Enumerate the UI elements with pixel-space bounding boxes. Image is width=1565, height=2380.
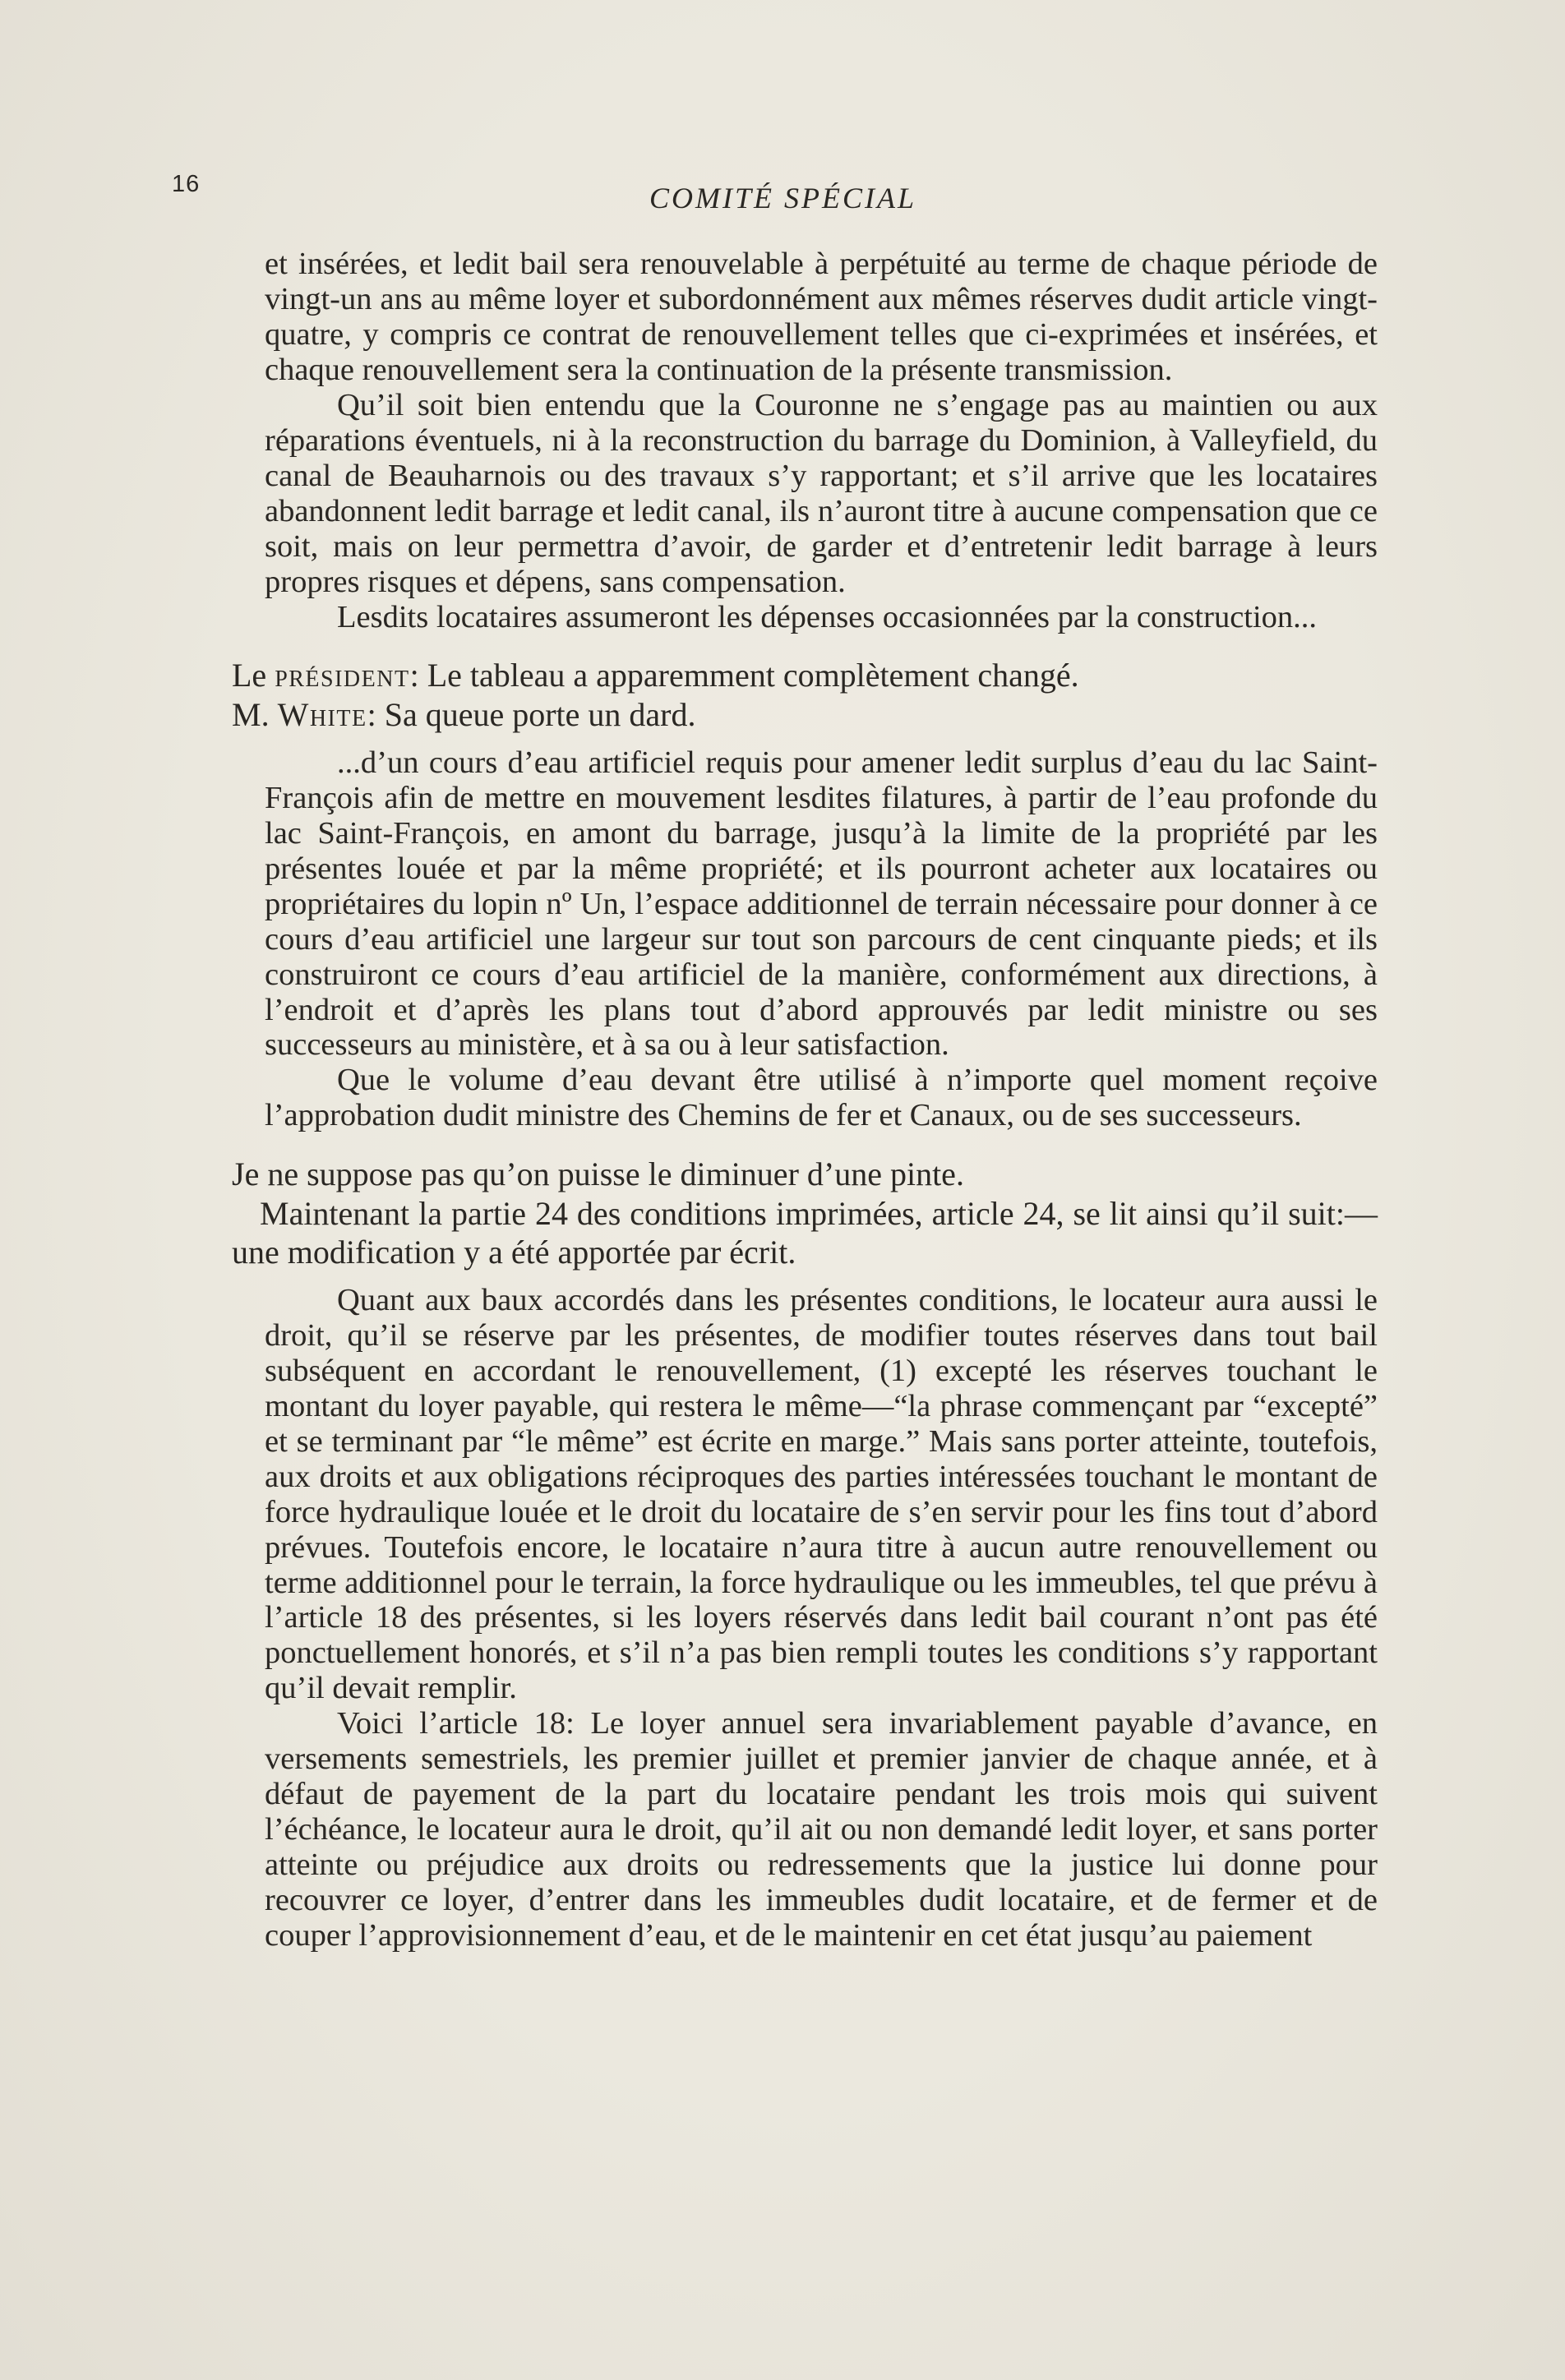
quoted-lease-excerpt-3 <box>265 1283 1378 1953</box>
quoted-lease-excerpt-2 <box>265 745 1378 1133</box>
quote-paragraph: Que le volume d’eau devant être utilisé à n’importe quel moment reçoive l’approbation dudit ministre des Chemins de fer et Canaux, ou de ses successeurs. <box>265 1063 1378 1133</box>
page-number: 16 <box>172 171 201 197</box>
quote-paragraph: Voici l’article 18: Le loyer annuel sera invariablement payable d’avance, en versements semestriels, les premier juillet et premier janvier de chaque année, et à défaut de payement de la part du locataire pendant les trois mois qui suivent l’échéance, le locateur aura le droit, qu’il ait ou non demandé ledit loyer, et sans porter atteinte ou préjudice aux droits ou redressements que la justice lui donne pour recouvrer ce loyer, d’entrer dans les immeubles dudit locataire, et de fermer et de couper l’approvisionnement d’eau, et de le maintenir en cet état jusqu’au paiement <box>265 1706 1378 1953</box>
speaker-name: président <box>275 657 410 694</box>
speech-block <box>232 1155 1378 1271</box>
dialogue-text: : Sa queue porte un dard. <box>367 695 696 733</box>
dialogue-text: : Le tableau a apparemment complètement changé. <box>409 657 1079 694</box>
speech-paragraph: Maintenant la partie 24 des conditions imprimées, article 24, se lit ainsi qu’il suit:—une modification y a été apportée par écrit. <box>232 1194 1378 1271</box>
dialogue-line <box>232 656 1378 694</box>
speaker-prefix: Le <box>232 657 275 694</box>
quote-paragraph: ...d’un cours d’eau artificiel requis pour amener ledit surplus d’eau du lac Saint-François afin de mettre en mouvement lesdites filatures, à partir de l’eau profonde du lac Saint-François, en amont du barrage, jusqu’à la limite de la propriété par les présentes louée et par la même propriété; et ils pourront acheter aux locataires ou propriétaires du lopin nº Un, l’espace additionnel de terrain nécessaire pour donner à ce cours d’eau artificiel une largeur sur tout son parcours de cent cinquante pieds; et ils construiront ce cours d’eau artificiel de la manière, conformément aux directions, à l’endroit et d’après les plans tout d’abord approuvés par ledit ministre ou ses successeurs au ministère, et à sa ou à leur satisfaction. <box>265 745 1378 1063</box>
running-title: COMITÉ SPÉCIAL <box>649 182 916 214</box>
page-body <box>232 247 1378 1953</box>
quoted-lease-excerpt-1 <box>265 247 1378 634</box>
speech-paragraph: Je ne suppose pas qu’on puisse le diminuer d’une pinte. <box>232 1155 964 1193</box>
speaker-name: White <box>277 695 367 733</box>
quote-paragraph: Lesdits locataires assumeront les dépenses occasionnées par la construction... <box>337 599 1318 634</box>
dialogue-block <box>232 656 1378 733</box>
quote-paragraph: Qu’il soit bien entendu que la Couronne ne s’engage pas au maintien ou aux réparations éventuels, ni à la reconstruction du barrage du Dominion, à Valleyfield, du canal de Beauharnois ou des travaux s’y rapportant; et s’il arrive que les locataires abandonnent ledit barrage et ledit canal, ils n’auront titre à aucune compensation que ce soit, mais on leur permettra d’avoir, de garder et d’entretenir ledit barrage à leurs propres risques et dépens, sans compensation. <box>265 387 1378 599</box>
speaker-prefix: M. <box>232 695 278 733</box>
quote-paragraph: Quant aux baux accordés dans les présentes conditions, le locateur aura aussi le droit, qu’il se réserve par les présentes, de modifier toutes réserves dans tout bail subséquent en accordant le renouvellement, (1) excepté les réserves touchant le montant du loyer payable, qui restera le même—“la phrase commençant par “excepté” et se terminant par “le même” est écrite en marge.” Mais sans porter atteinte, toutefois, aux droits et aux obligations réciproques des parties intéressées touchant le montant de force hydraulique louée et le droit du locataire de s’en servir pour les fins tout d’abord prévues. Toutefois encore, le locataire n’aura titre à aucun autre renouvellement ou terme additionnel pour le terrain, la force hydraulique ou les immeubles, tel que prévu à l’article 18 des présentes, si les loyers réservés dans ledit bail courant n’ont pas été ponctuellement honorés, et s’il n’a pas bien rempli toutes les conditions s’y rapportant qu’il devait remplir. <box>265 1282 1378 1706</box>
quote-paragraph: et insérées, et ledit bail sera renouvelable à perpétuité au terme de chaque période de vingt-un ans au même loyer et subordonnément aux mêmes réserves dudit article vingt-quatre, y compris ce contrat de renouvellement telles que ci-exprimées et insérées, et chaque renouvellement sera la continuation de la présente transmission. <box>265 247 1378 387</box>
dialogue-line <box>232 695 1378 734</box>
